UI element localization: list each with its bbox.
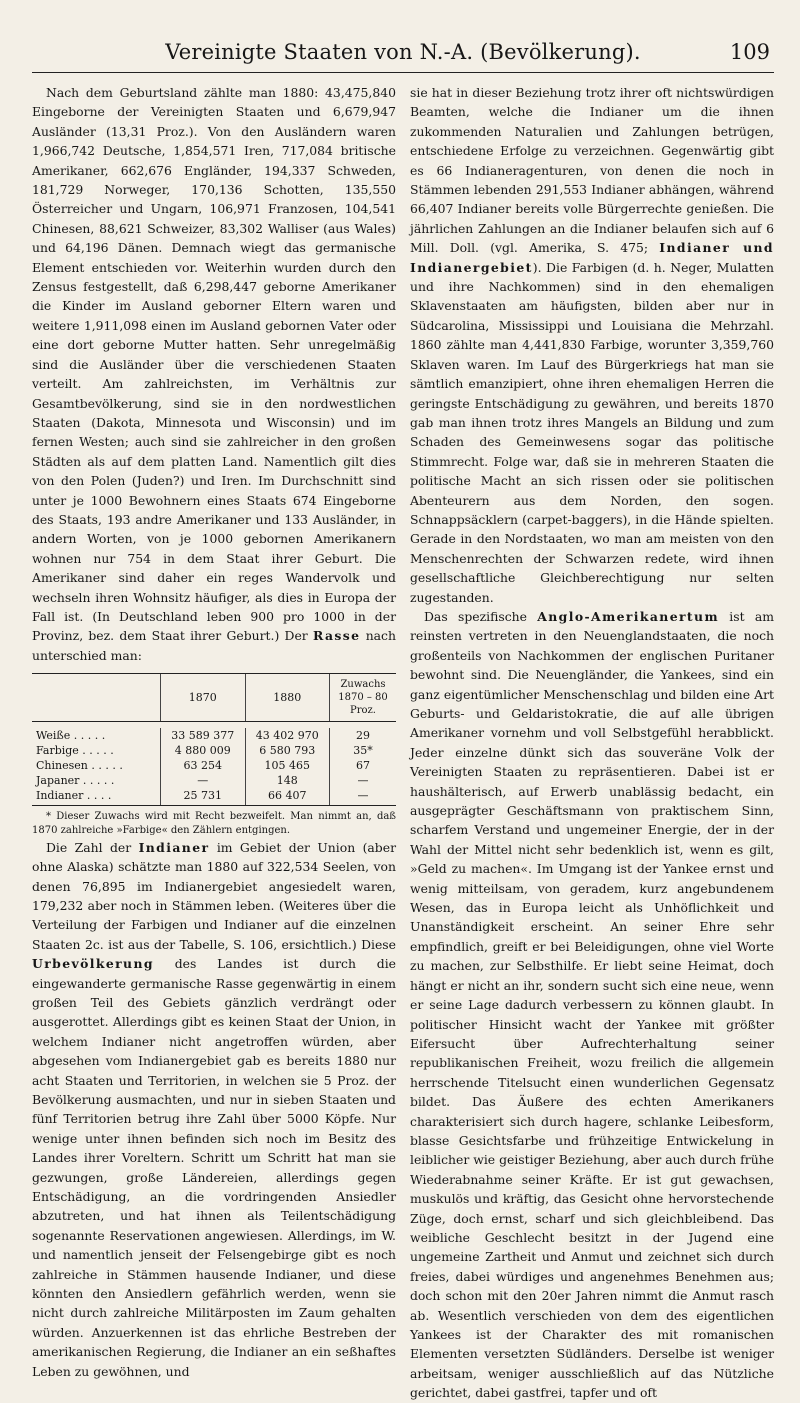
race-table: [32, 673, 396, 806]
page-header: [32, 40, 774, 73]
table-header-1870: 1870: [161, 674, 246, 722]
paragraph-indians: Die Zahl der Indianer im Gebiet der Union (aber ohne Alaska) schätzte man 1880 auf 322,534 Seelen, von denen 76,895 im Indianergebiet angesiedelt waren, 179,232 aber noch in Stämmen leben. (Weiteres über die Verteilung der Farbigen und Indianer auf die einzelnen Staaten 2c. ist aus der Tabelle, S. 106, ersichtlich.) Diese Urbevölkerung des Landes ist durch die eingewanderte germanische Rasse gegenwärtig in einem großen Teil des Gebiets gänzlich verdrängt oder ausgerottet. Allerdings gibt es keinen Staat der Union, in welchem Indianer nicht angetroffen würden, aber abgesehen vom Indianergebiet gab es bereits 1880 nur acht Staaten und Territorien, in welchen sie 5 Proz. der Bevölkerung ausmachten, und nur in sieben Staaten und fünf Territorien betrug ihre Zahl über 5000 Köpfe. Nur wenige unter ihnen befinden sich noch im Besitz des Landes ihrer Voreltern. Schritt um Schritt hat man sie gezwungen, große Ländereien, allerdings gegen Entschädigung, an die vordringenden Ansiedler abzutreten, und hat ihnen als Teilentschädigung sogenannte Reservationen angewiesen. Allerdings, im W. und namentlich jenseit der Felsengebirge gibt es noch zahlreiche in Stämmen hausende Indianer, und diese könnten den Ansiedlern gefährlich werden, wenn sie nicht durch zahlreiche Militärposten im Zaum gehalten würden. Anzuerkennen ist das ehrliche Bestreben der amerikanischen Regierung, die Indianer an ein seßhaftes Leben zu gewöhnen, und: [32, 839, 396, 1379]
spaced-term: Rasse: [312, 628, 361, 644]
table-row: Farbige . . . . . 4 880 009 6 580 793 35*: [32, 743, 396, 758]
columns: [32, 83, 774, 1403]
spaced-term: Anglo-Amerikanertum: [537, 608, 719, 624]
paragraph-coloured: sie hat in dieser Beziehung trotz ihrer oft nichtswürdigen Beamten, welche die Indianer um die ihnen zukommenden Naturalien und Zahlungen betrügen, entschiedene Erfolge zu verzeichnen. Gegenwärtig gibt es 66 Indianeragenturen, von denen die noch in Stämmen lebenden 291,553 Indianer abhängen, während 66,407 Indianer bereits volle Bürgerrechte genießen. Die jährlichen Zahlungen an die Indianer belaufen sich auf 6 Mill. Doll. (vgl. Amerika, S. 475; Indianer und Indianergebiet). Die Farbigen (d. h. Neger, Mulatten und ihre Nachkommen) sind in den ehemaligen Sklavenstaaten am häufigsten, bilden aber nur in Südcarolina, Mississippi und Louisiana die Mehrzahl. 1860 zählte man 4,441,830 Farbige, worunter 3,359,760 Sklaven waren. Im Lauf des Bürgerkriegs hat man sie sämtlich emanzipiert, ohne ihren ehemaligen Herren die geringste Entschädigung zu gewähren, und bereits 1870 gab man ihnen trotz ihres Mangels an Bildung und zum Schaden des Gemeinwesens sogar das politische Stimmrecht. Folge war, daß sie in mehreren Staaten die politische Macht an sich rissen oder sie politischen Abenteurern aus dem Norden, den sogen. Schnappsäcklern (carpet-baggers), in die Hände spielten. Gerade in den Nordstaaten, wo man am meisten von den Menschenrechten der Schwarzen redete, wird ihnen gesellschaftliche Gleichberechtigung nur selten zugestanden.: [410, 85, 774, 605]
paragraph-birthplace: Nach dem Geburtsland zählte man 1880: 43,475,840 Eingeborne der Vereinigten Staaten und 6,679,947 Ausländer (13,31 Proz.). Von den Ausländern waren 1,966,742 Deutsche, 1,854,571 Iren, 717,084 britische Amerikaner, 662,676 Engländer, 194,337 Schweden, 181,729 Norweger, 170,136 Schotten, 135,550 Österreicher und Ungarn, 106,971 Franzosen, 104,541 Chinesen, 88,621 Schweizer, 83,302 Walliser (aus Wales) und 64,196 Dänen. Demnach wiegt das germanische Element entschieden vor. Weiterhin wurden durch den Zensus festgestellt, daß 6,298,447 geborne Amerikaner die Kinder im Ausland geborner Eltern waren und weitere 1,911,098 einen im Ausland gebornen Vater oder eine dort geborne Mutter hatten. Sehr unregelmäßig sind die Ausländer über die verschiedenen Staaten verteilt. Am zahlreichsten, im Verhältnis zur Gesamtbevölkerung, sind sie in den nordwestlichen Staaten (Dakota, Minnesota und Wisconsin) und im fernen Westen; auch sind sie zahlreicher in den großen Städten als auf dem platten Land. Namentlich gilt dies von den Polen (Juden?) und Iren. Im Durchschnitt sind unter je 1000 Bewohnern eines Staats 674 Eingeborne des Staats, 193 andre Amerikaner und 133 Ausländer, in andern Worten, von je 1000 gebornen Amerikanern wohnen nur 754 in dem Staat ihrer Geburt. Die Amerikaner sind daher ein reges Wandervolk und wechseln ihren Wohnsitz häufiger, als dies in Europa der Fall ist. (In Deutschland leben 900 pro 1000 in der Provinz, bez. dem Staat ihrer Geburt.) Der Rasse nach unterschied man:: [32, 85, 396, 663]
table-header-row: [32, 674, 396, 722]
page-number: 109: [729, 40, 770, 64]
spaced-term: Urbevölkerung: [32, 956, 154, 972]
spaced-term: Indianer: [138, 839, 210, 855]
table-row: Japaner . . . . . — 148 —: [32, 773, 396, 788]
table-row: Indianer . . . . 25 731 66 407 —: [32, 788, 396, 806]
table-header-label: [32, 674, 161, 722]
table-header-growth: Zuwachs 1870 – 80 Proz.: [330, 674, 397, 722]
right-column: [410, 83, 774, 1403]
table-row: Chinesen . . . . . 63 254 105 465 67: [32, 758, 396, 773]
left-column: [32, 83, 396, 1403]
running-title: Vereinigte Staaten von N.-A. (Bevölkerung).: [165, 40, 641, 64]
table-footnote: * Dieser Zuwachs wird mit Recht bezweifelt. Man nimmt an, daß 1870 zahlreiche »Farbige« den Zählern entgingen.: [32, 810, 396, 836]
table-row: Weiße . . . . . 33 589 377 43 402 970 29: [32, 728, 396, 743]
paragraph-anglo-american: Das spezifische Anglo-Amerikanertum ist am reinsten vertreten in den Neuenglandstaaten, die noch großenteils von Nachkommen der englischen Puritaner bewohnt sind. Die Neuengländer, die Yankees, sind ein ganz eigentümlicher Menschenschlag und bilden eine Art Geburts- und Geldaristokratie, die auf alle übrigen Amerikaner vornehm und voll Selbstgefühl herabblickt. Jeder einzelne dünkt sich das souveräne Volk der Vereinigten Staaten zu repräsentieren. Dabei ist er haushälterisch, auf Erwerb unablässig bedacht, ein ausgeprägter Geschäftsmann von praktischem Sinn, scharfem Verstand und ungemeiner Energie, der in der Wahl der Mittel nicht sehr bedenklich ist, wenn es gilt, »Geld zu machen«. Im Umgang ist der Yankee ernst und wenig mitteilsam, von geradem, kurz angebundenem Wesen, das in Europa leicht als Unhöflichkeit und Unanständigkeit erscheint. An seiner Ehre sehr empfindlich, greift er bei Beleidigungen, ohne viel Worte zu machen, zur Selbsthilfe. Er liebt seine Heimat, doch hängt er nicht an ihr, sondern sucht sich eine neue, wenn er seine Lage dadurch verbessern zu können glaubt. In politischer Hinsicht wacht der Yankee mit größter Eifersucht über Aufrechterhaltung seiner republikanischen Freiheit, wozu freilich die allgemein herrschende Titelsucht einen wunderlichen Gegensatz bildet. Das Äußere des echten Amerikaners charakterisiert sich durch hagere, schlanke Leibesform, blasse Gesichtsfarbe und frühzeitige Entwickelung in leiblicher wie geistiger Beziehung, aber auch durch frühe Wiederabnahme seiner Kräfte. Er ist gut gewachsen, muskulös und kräftig, das Gesicht ohne hervorstechende Züge, doch ernst, scharf und sich gleichbleibend. Das weibliche Geschlecht besitzt in der Jugend eine ungemeine Zartheit und Anmut und zeichnet sich durch freies, dabei würdiges und angenehmes Benehmen aus; doch schon mit den 20er Jahren nimmt die Anmut rasch ab. Wesentlich verschieden von dem des eigentlichen Yankees ist der Charakter des mit romanischen Elementen versetzten Südländers. Derselbe ist weniger arbeitsam, weniger ausschließlich auf das Nützliche gerichtet, dabei gastfrei, tapfer und oft: [410, 608, 774, 1401]
table-header-1880: 1880: [245, 674, 330, 722]
spaced-term: Indianer und Indianergebiet: [410, 240, 774, 275]
